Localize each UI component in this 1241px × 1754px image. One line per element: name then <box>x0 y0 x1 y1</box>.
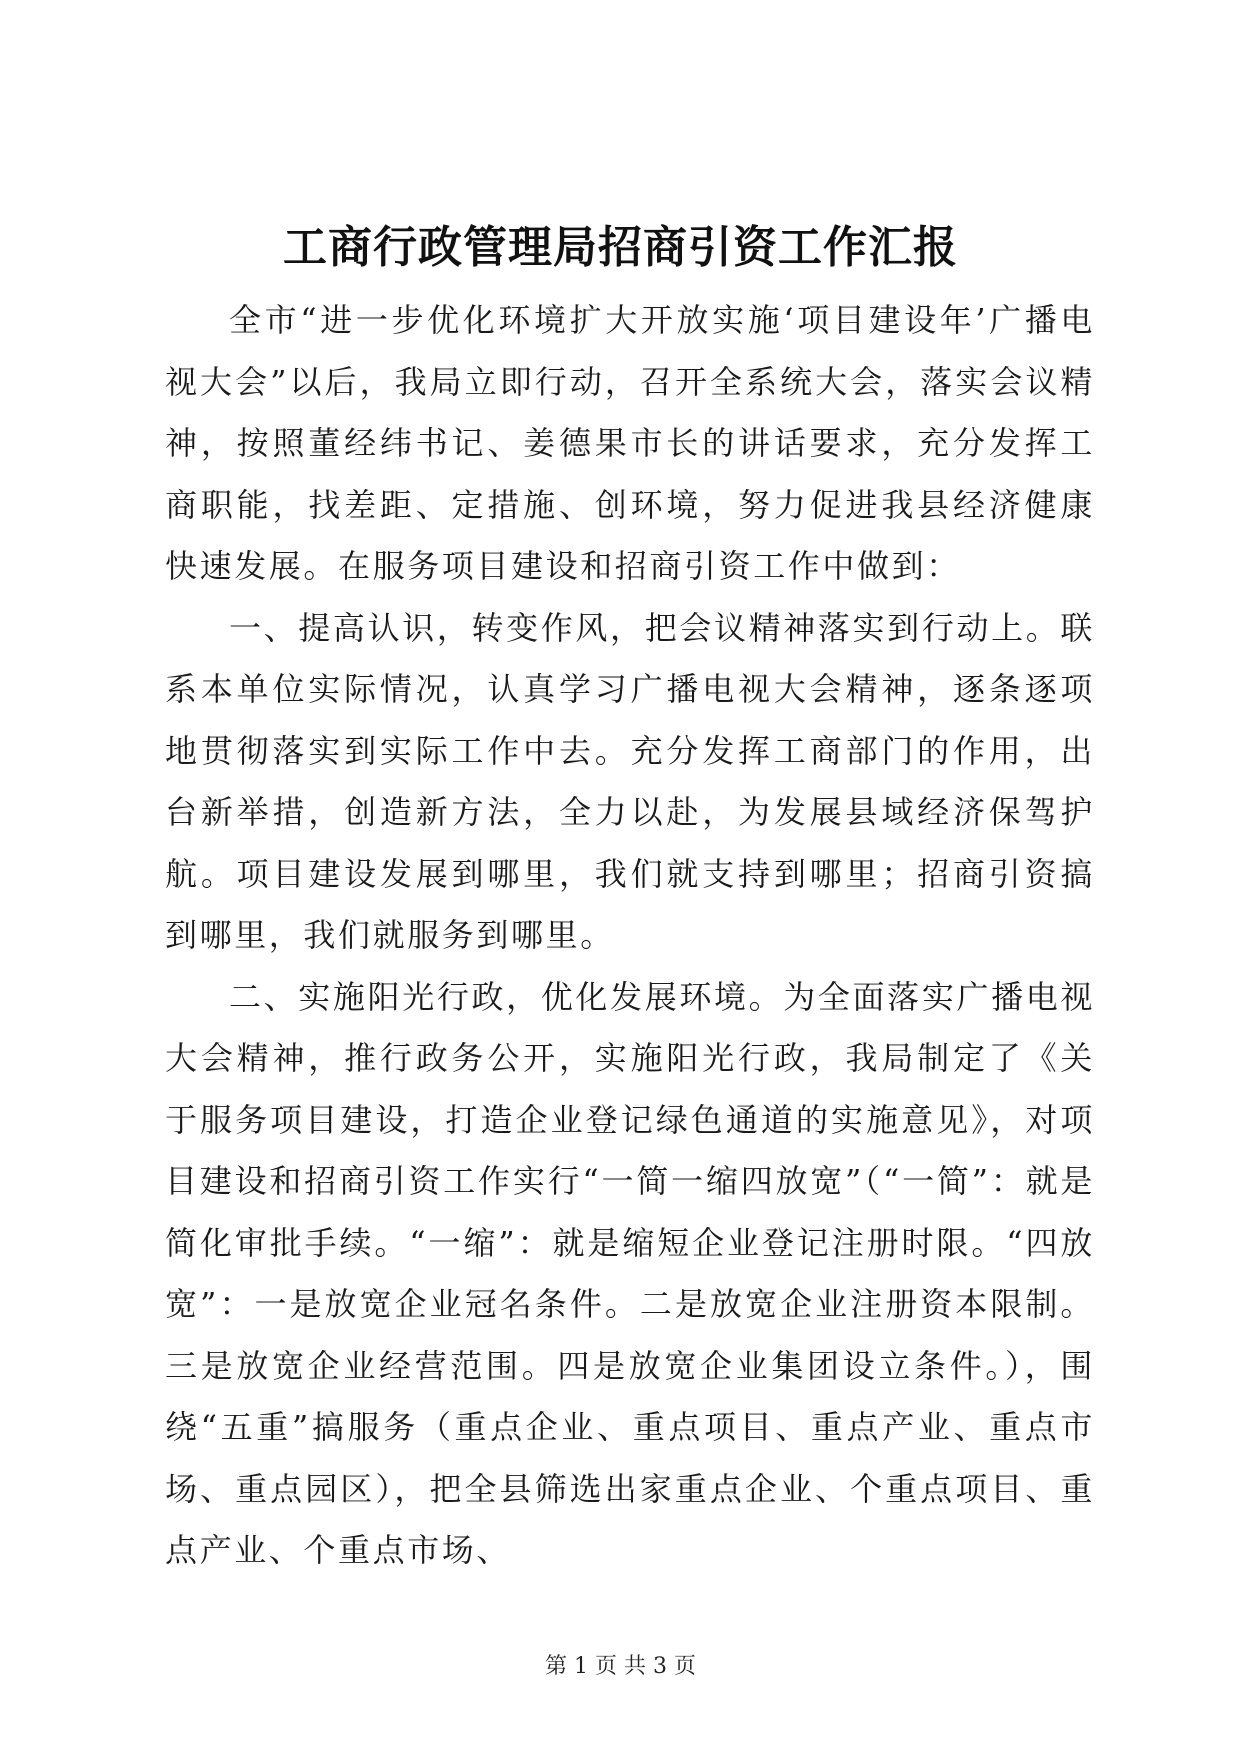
page-number-footer: 第 1 页 共 3 页 <box>545 1654 696 1679</box>
paragraph-section-two: 二、实施阳光行政，优化发展环境。为全面落实广播电视大会精神，推行政务公开，实施阳光行政，我局制定了《关于服务项目建设，打造企业登记绿色通道的实施意见》，对项目建设和招商引资工作实行“一简一缩四放宽”（“一简”：就是简化审批手续。“一缩”：就是缩短企业登记注册时限。“四放宽”：一是放宽企业冠名条件。二是放宽企业注册资本限制。三是放宽企业经营范围。四是放宽企业集团设立条件。），围绕“五重”搞服务（重点企业、重点项目、重点产业、重点市场、重点园区），把全县筛选出家重点企业、个重点项目、重点产业、个重点市场、 <box>165 977 1095 1569</box>
paragraph-section-one: 一、提高认识，转变作风，把会议精神落实到行动上。联系本单位实际情况，认真学习广播电视大会精神，逐条逐项地贯彻落实到实际工作中去。充分发挥工商部门的作用，出台新举措，创造新方法，全力以赴，为发展县域经济保驾护航。项目建设发展到哪里，我们就支持到哪里；招商引资搞到哪里，我们就服务到哪里。 <box>165 608 1095 954</box>
paragraph-intro: 全市“进一步优化环境扩大开放实施‘项目建设年’广播电视大会”以后，我局立即行动，召开全系统大会，落实会议精神，按照董经纬书记、姜德果市长的讲话要求，充分发挥工商职能，找差距、定措施、创环境，努力促进我县经济健康快速发展。在服务项目建设和招商引资工作中做到： <box>165 301 1095 585</box>
document-body <box>165 290 1095 1582</box>
document-title: 工商行政管理局招商引资工作汇报 <box>283 222 958 273</box>
